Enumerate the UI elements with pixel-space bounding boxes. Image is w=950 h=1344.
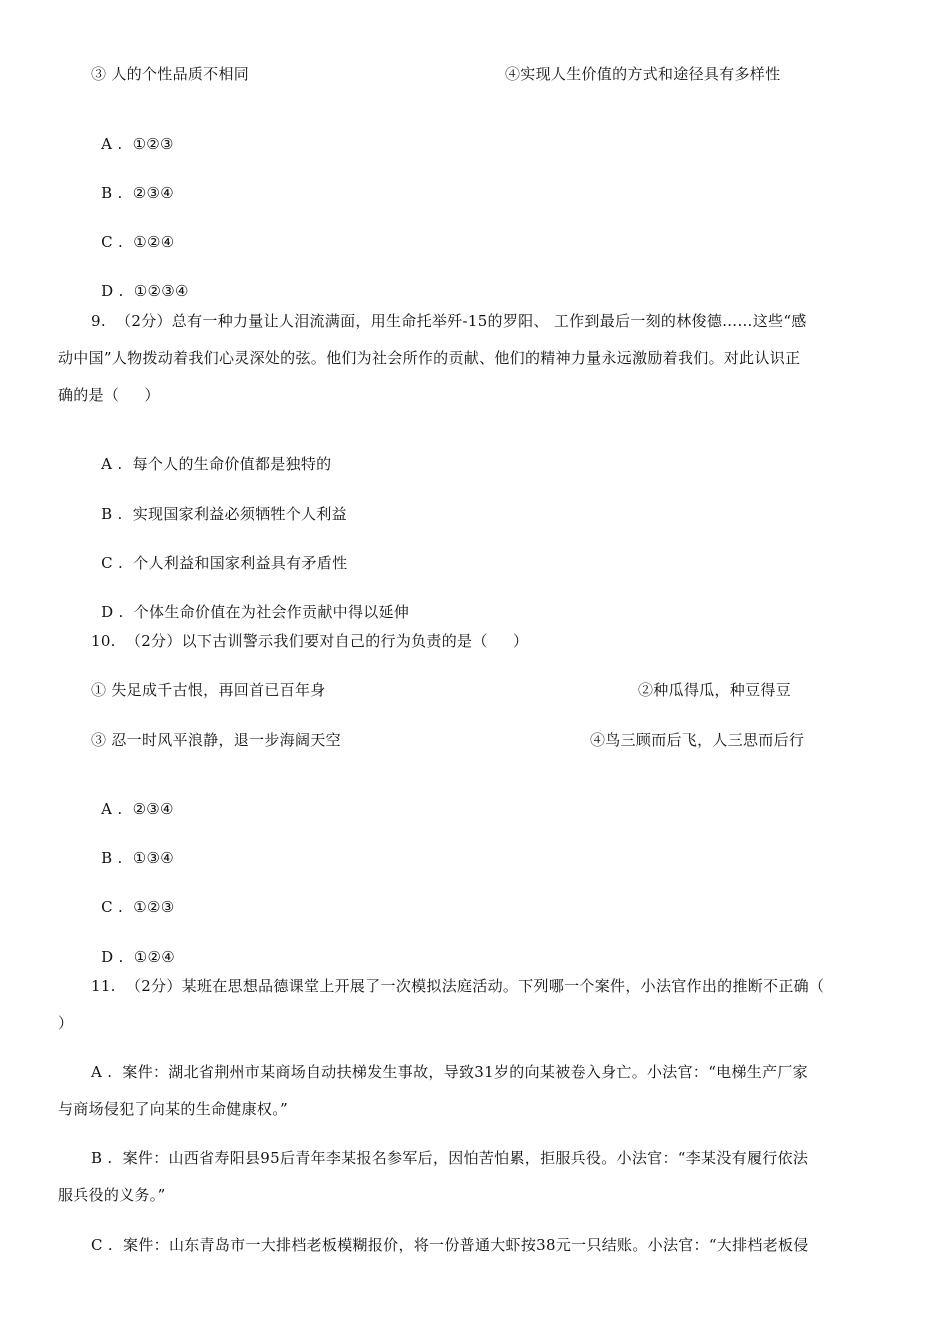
option-label: D . — [101, 282, 124, 300]
option-label: A . — [101, 135, 123, 153]
option-label: A . — [101, 455, 123, 473]
option-text: ②③④ — [132, 184, 174, 202]
q10-stem: 10. （2分）以下古训警示我们要对自己的行为负责的是（ ） — [91, 632, 529, 650]
q11-stem-line-2: ） — [58, 1014, 74, 1032]
option-text: ②③④ — [132, 800, 174, 818]
option-label: C . — [101, 898, 124, 916]
option-label: B . — [101, 184, 123, 202]
q11-option-a-line-1[interactable]: A . 案件：湖北省荆州市某商场自动扶梯发生事故，导致31岁的向某被卷入身亡。小法官：“电梯生产厂家 — [91, 1063, 808, 1081]
q10-item-4: ④鸟三顾而后飞，人三思而后行 — [590, 731, 805, 749]
option-label: C . — [101, 554, 124, 572]
option-label: A . — [101, 800, 123, 818]
option-label: B . — [101, 505, 123, 523]
q10-option-d[interactable] — [91, 927, 175, 967]
q10-item-1: ① 失足成千古恨，再回首已百年身 — [91, 681, 326, 699]
q11-option-b-line-2: 服兵役的义务。” — [58, 1186, 166, 1204]
q10-option-a[interactable] — [91, 779, 174, 819]
q11-option-b-line-1[interactable]: B . 案件：山西省寿阳县95后青年李某报名参军后，因怕苦怕累，拒服兵役。小法官：“李某没有履行依法 — [91, 1149, 809, 1167]
q10-item-2: ②种瓜得瓜，种豆得豆 — [638, 681, 792, 699]
q11-option-a-line-2: 与商场侵犯了向某的生命健康权。” — [58, 1100, 288, 1118]
q10-option-c[interactable] — [91, 877, 174, 917]
q8-option-c[interactable] — [91, 212, 174, 252]
q9-option-d[interactable] — [91, 582, 409, 622]
option-text: ①②③ — [133, 898, 175, 916]
option-text: 每个人的生命价值都是独特的 — [132, 455, 332, 473]
option-label: B . — [101, 849, 123, 867]
q9-stem-line-3: 确的是（ ） — [58, 386, 160, 404]
q9-option-a[interactable] — [91, 434, 331, 474]
q9-option-c[interactable] — [91, 533, 347, 573]
q8-item-4: ④实现人生价值的方式和途径具有多样性 — [505, 65, 781, 83]
q8-option-d[interactable] — [91, 261, 189, 301]
q10-item-3: ③ 忍一时风平浪静，退一步海阔天空 — [91, 731, 341, 749]
q8-option-b[interactable] — [91, 163, 174, 203]
option-label: D . — [101, 603, 124, 621]
q8-item-3: ③ 人的个性品质不相同 — [91, 65, 250, 83]
q9-stem-line-1: 9. （2分）总有一种力量让人泪流满面，用生命托举歼-15的罗阳、 工作到最后一刻的林俊德……这些“感 — [91, 312, 807, 330]
option-text: ①②③④ — [133, 282, 189, 300]
q9-stem-line-2: 动中国”人物拨动着我们心灵深处的弦。他们为社会所作的贡献、他们的精神力量永远激励着我们。对此认识正 — [58, 349, 801, 367]
option-text: ①②④ — [133, 948, 175, 966]
option-text: 实现国家利益必须牺牲个人利益 — [132, 505, 347, 523]
q9-option-b[interactable] — [91, 484, 347, 524]
q11-option-c-line-1[interactable]: C . 案件：山东青岛市一大排档老板模糊报价，将一份普通大虾按38元一只结账。小法官：“大排档老板侵 — [91, 1236, 809, 1254]
option-label: D . — [101, 948, 124, 966]
q11-stem-line-1: 11. （2分）某班在思想品德课堂上开展了一次模拟法庭活动。下列哪一个案件，小法官作出的推断不正确（ — [91, 977, 825, 995]
option-text: 个人利益和国家利益具有矛盾性 — [133, 554, 348, 572]
q10-option-b[interactable] — [91, 828, 174, 868]
q8-option-a[interactable] — [91, 114, 174, 154]
option-text: ①③④ — [132, 849, 174, 867]
option-label: C . — [101, 233, 124, 251]
option-text: 个体生命价值在为社会作贡献中得以延伸 — [133, 603, 410, 621]
option-text: ①②③ — [132, 135, 174, 153]
option-text: ①②④ — [133, 233, 175, 251]
